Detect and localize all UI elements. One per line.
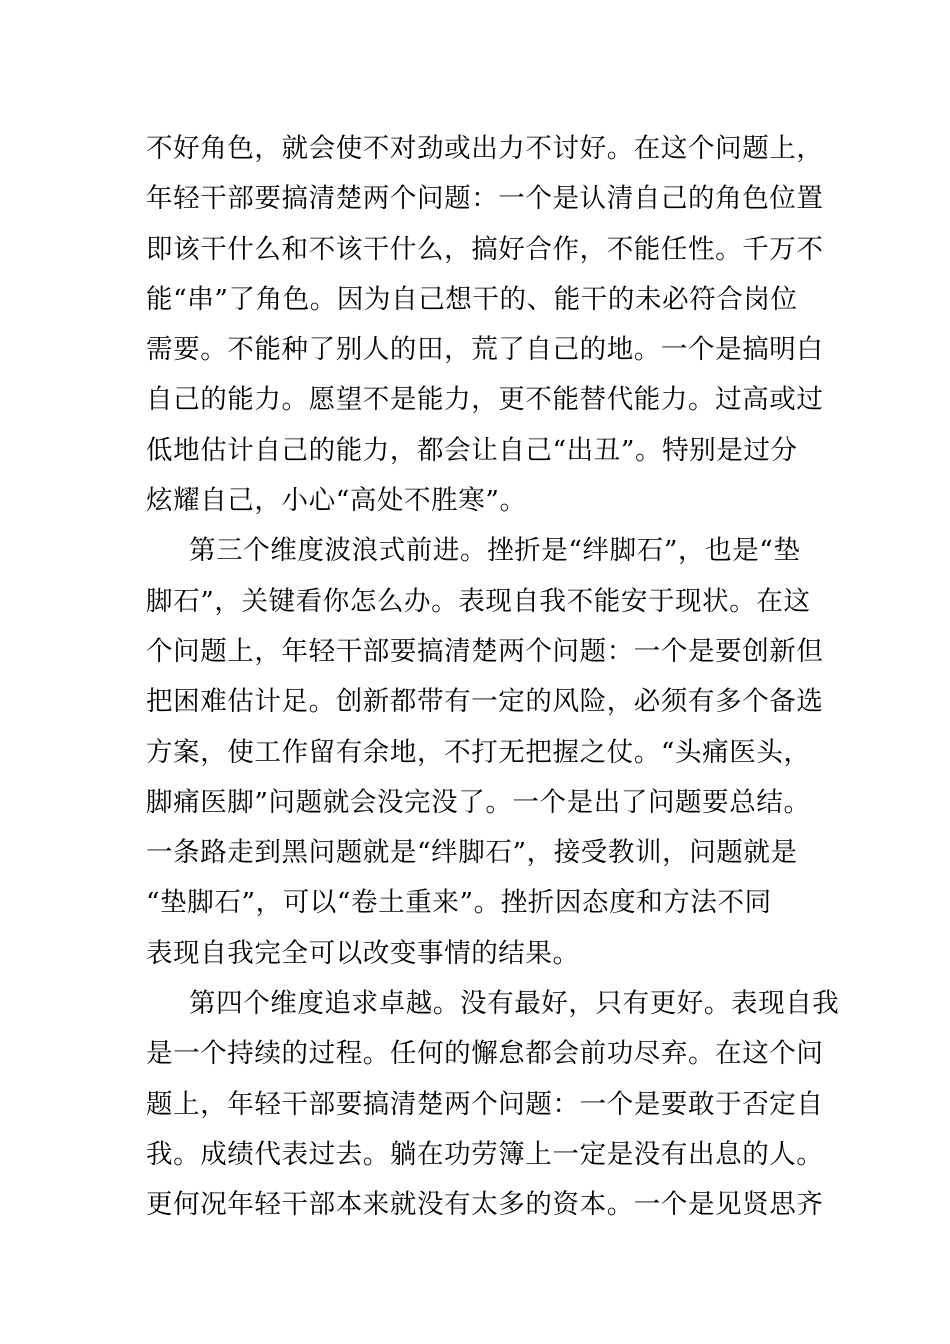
text-line: “垫脚石”，可以“卷土重来”。挫折因态度和方法不同 xyxy=(146,887,772,919)
paragraph-start-line: 第三个维度波浪式前进。挫折是“绊脚石”，也是“垫 xyxy=(189,535,801,567)
text-line: 一条路走到黑问题就是“绊脚石”，接受教训，问题就是 xyxy=(146,837,798,869)
text-line: 方案，使工作留有余地，不打无把握之仗。“头痛医头， xyxy=(146,736,811,768)
text-line: 脚石”，关键看你怎么办。表现自我不能安于现状。在这 xyxy=(146,585,811,617)
document-body xyxy=(146,124,840,1231)
text-line: 即该干什么和不该干什么，搞好合作，不能任性。千万不 xyxy=(146,233,824,265)
text-line: 炫耀自己，小心“高处不胜寒”。 xyxy=(146,485,527,517)
paragraph-start-line: 第四个维度追求卓越。没有最好，只有更好。表现自我 xyxy=(189,988,840,1020)
text-line: 能“串”了角色。因为自己想干的、能干的未必符合岗位 xyxy=(146,283,798,315)
text-line: 需要。不能种了别人的田，荒了自己的地。一个是搞明白 xyxy=(146,334,824,366)
text-line: 表现自我完全可以改变事情的结果。 xyxy=(146,937,580,969)
text-line: 年轻干部要搞清楚两个问题：一个是认清自己的角色位置 xyxy=(146,183,824,215)
text-line: 题上，年轻干部要搞清楚两个问题：一个是要敢于否定自 xyxy=(146,1088,824,1120)
text-line: 个问题上，年轻干部要搞清楚两个问题：一个是要创新但 xyxy=(146,635,824,667)
text-line: 低地估计自己的能力，都会让自己“出丑”。特别是过分 xyxy=(146,434,798,466)
text-line: 我。成绩代表过去。躺在功劳簿上一定是没有出息的人。 xyxy=(146,1138,824,1170)
text-line: 自己的能力。愿望不是能力，更不能替代能力。过高或过 xyxy=(146,384,824,416)
text-line: 脚痛医脚”问题就会没完没了。一个是出了问题要总结。 xyxy=(146,786,811,818)
text-line: 不好角色，就会使不对劲或出力不讨好。在这个问题上， xyxy=(146,133,824,164)
text-line: 把困难估计足。创新都带有一定的风险，必须有多个备选 xyxy=(146,686,824,718)
text-line: 更何况年轻干部本来就没有太多的资本。一个是见贤思齐 xyxy=(146,1189,824,1221)
text-line: 是一个持续的过程。任何的懈怠都会前功尽弃。在这个问 xyxy=(146,1038,824,1070)
